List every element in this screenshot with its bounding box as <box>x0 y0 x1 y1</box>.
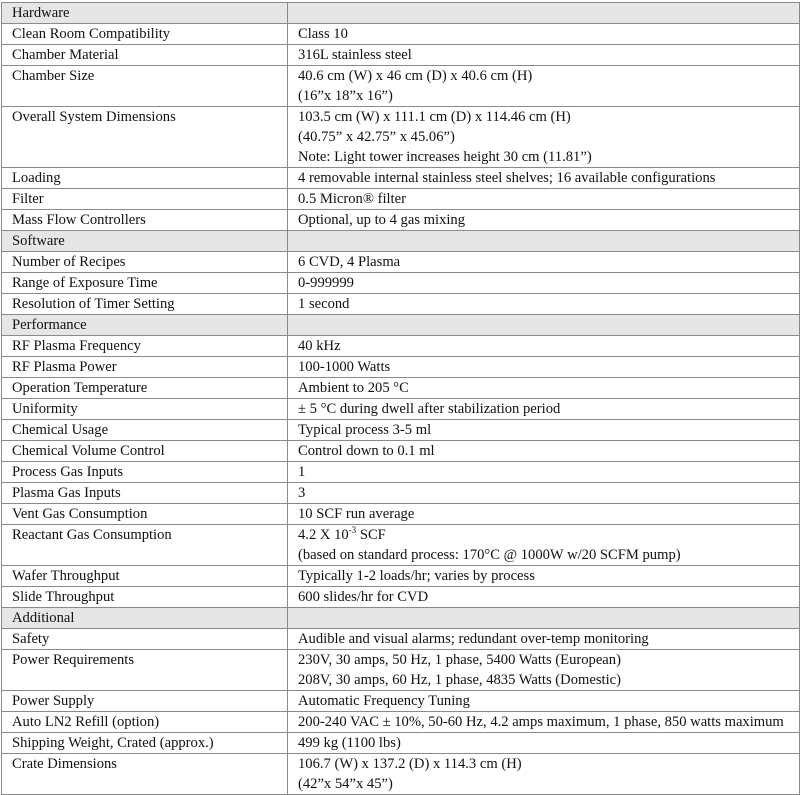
spec-value <box>288 189 800 210</box>
spec-label: Auto LN2 Refill (option) <box>2 712 288 733</box>
spec-value <box>288 24 800 45</box>
spec-value <box>288 462 800 483</box>
spec-label: Reactant Gas Consumption <box>2 525 288 566</box>
spec-value-line: 4 removable internal stainless steel shelves; 16 available configurations <box>298 170 716 186</box>
spec-value <box>288 252 800 273</box>
spec-value-line: 0-999999 <box>298 275 354 291</box>
spec-value <box>288 441 800 462</box>
spec-value-line: ± 5 °C during dwell after stabilization period <box>298 401 561 417</box>
section-title: Additional <box>2 608 288 629</box>
spec-value <box>288 566 800 587</box>
spec-value <box>288 525 800 566</box>
spec-label: Loading <box>2 168 288 189</box>
section-row-additional <box>2 608 800 629</box>
spec-value-line: 103.5 cm (W) x 111.1 cm (D) x 114.46 cm (H) <box>298 109 571 125</box>
spec-value <box>288 336 800 357</box>
section-title: Performance <box>2 315 288 336</box>
spec-row-vent-gas-consumption <box>2 504 800 525</box>
section-title: Hardware <box>2 3 288 24</box>
section-blank-cell <box>288 608 800 629</box>
spec-value-line: 106.7 (W) x 137.2 (D) x 114.3 cm (H) <box>298 756 522 772</box>
spec-value-line: (40.75” x 42.75” x 45.06”) <box>298 129 455 145</box>
section-title: Software <box>2 231 288 252</box>
spec-value <box>288 650 800 691</box>
spec-value-line: 0.5 Micron® filter <box>298 191 406 207</box>
spec-value-line: 499 kg (1100 lbs) <box>298 735 401 751</box>
spec-value <box>288 357 800 378</box>
spec-label: Chamber Material <box>2 45 288 66</box>
spec-label: Process Gas Inputs <box>2 462 288 483</box>
spec-label: Crate Dimensions <box>2 754 288 795</box>
spec-value <box>288 712 800 733</box>
spec-value-line: 1 second <box>298 296 350 312</box>
spec-label: Mass Flow Controllers <box>2 210 288 231</box>
spec-value-line: 1 <box>298 464 306 480</box>
spec-row-operation-temperature <box>2 378 800 399</box>
spec-value-line: Typical process 3-5 ml <box>298 422 432 438</box>
spec-row-crate-dimensions <box>2 754 800 795</box>
spec-row-chemical-volume-control <box>2 441 800 462</box>
spec-label: Plasma Gas Inputs <box>2 483 288 504</box>
spec-value <box>288 168 800 189</box>
spec-value-line: 100-1000 Watts <box>298 359 391 375</box>
spec-value <box>288 587 800 608</box>
spec-value-line: 208V, 30 amps, 60 Hz, 1 phase, 4835 Watts (Domestic) <box>298 672 621 688</box>
spec-row-overall-system-dimensions <box>2 107 800 168</box>
spec-row-power-requirements <box>2 650 800 691</box>
spec-value <box>288 45 800 66</box>
spec-value <box>288 629 800 650</box>
section-blank-cell <box>288 231 800 252</box>
sci-base: 4.2 X 10 <box>298 527 349 543</box>
spec-row-rf-plasma-frequency <box>2 336 800 357</box>
spec-label: Power Supply <box>2 691 288 712</box>
section-row-performance <box>2 315 800 336</box>
spec-row-mass-flow-controllers <box>2 210 800 231</box>
spec-value <box>288 294 800 315</box>
spec-label: RF Plasma Power <box>2 357 288 378</box>
spec-value <box>288 399 800 420</box>
spec-value-line: Note: Light tower increases height 30 cm (11.81”) <box>298 149 592 165</box>
spec-table-body <box>2 3 800 795</box>
spec-label: Slide Throughput <box>2 587 288 608</box>
spec-value-line: Class 10 <box>298 26 348 42</box>
spec-value <box>288 210 800 231</box>
spec-value-line: 200-240 VAC ± 10%, 50-60 Hz, 4.2 amps maximum, 1 phase, 850 watts maximum <box>298 714 784 730</box>
spec-label: Shipping Weight, Crated (approx.) <box>2 733 288 754</box>
spec-row-shipping-weight-crated-approx <box>2 733 800 754</box>
spec-row-auto-ln2-refill-option <box>2 712 800 733</box>
spec-row-filter <box>2 189 800 210</box>
spec-row-uniformity <box>2 399 800 420</box>
spec-label: Resolution of Timer Setting <box>2 294 288 315</box>
spec-value-line: Ambient to 205 °C <box>298 380 409 396</box>
spec-label: Chamber Size <box>2 66 288 107</box>
spec-value-line: (16”x 18”x 16”) <box>298 88 393 104</box>
spec-value-line: (based on standard process: 170°C @ 1000W w/20 SCFM pump) <box>298 547 681 563</box>
spec-value <box>288 754 800 795</box>
spec-label: Number of Recipes <box>2 252 288 273</box>
spec-row-slide-throughput <box>2 587 800 608</box>
sci-unit: SCF <box>356 527 386 543</box>
spec-value-line: 10 SCF run average <box>298 506 415 522</box>
spec-label: Wafer Throughput <box>2 566 288 587</box>
section-blank-cell <box>288 3 800 24</box>
spec-row-wafer-throughput <box>2 566 800 587</box>
spec-value-line: (42”x 54”x 45”) <box>298 776 393 792</box>
spec-row-number-of-recipes <box>2 252 800 273</box>
spec-label: Uniformity <box>2 399 288 420</box>
spec-value <box>288 420 800 441</box>
spec-value-line: 3 <box>298 485 306 501</box>
section-row-software <box>2 231 800 252</box>
spec-row-process-gas-inputs <box>2 462 800 483</box>
spec-row-chemical-usage <box>2 420 800 441</box>
spec-label: Power Requirements <box>2 650 288 691</box>
spec-value-line: Control down to 0.1 ml <box>298 443 435 459</box>
sci-exponent: -3 <box>348 525 357 535</box>
spec-row-plasma-gas-inputs <box>2 483 800 504</box>
spec-value-line: 40.6 cm (W) x 46 cm (D) x 40.6 cm (H) <box>298 68 533 84</box>
spec-row-safety <box>2 629 800 650</box>
spec-label: Chemical Volume Control <box>2 441 288 462</box>
spec-value-line: 6 CVD, 4 Plasma <box>298 254 401 270</box>
spec-value <box>288 504 800 525</box>
spec-row-loading <box>2 168 800 189</box>
section-row-hardware <box>2 3 800 24</box>
spec-row-rf-plasma-power <box>2 357 800 378</box>
spec-label: Safety <box>2 629 288 650</box>
spec-value-line: Optional, up to 4 gas mixing <box>298 212 466 228</box>
spec-value <box>288 483 800 504</box>
spec-value-line: 316L stainless steel <box>298 47 412 63</box>
spec-row-reactant-gas-consumption <box>2 525 800 566</box>
spec-value <box>288 107 800 168</box>
spec-value-line: Typically 1-2 loads/hr; varies by process <box>298 568 535 584</box>
spec-row-resolution-of-timer-setting <box>2 294 800 315</box>
spec-value-line: 40 kHz <box>298 338 341 354</box>
spec-row-clean-room-compatibility <box>2 24 800 45</box>
spec-row-chamber-material <box>2 45 800 66</box>
spec-label: Clean Room Compatibility <box>2 24 288 45</box>
spec-value <box>288 273 800 294</box>
spec-table <box>1 2 800 795</box>
spec-label: RF Plasma Frequency <box>2 336 288 357</box>
spec-row-power-supply <box>2 691 800 712</box>
spec-row-chamber-size <box>2 66 800 107</box>
spec-label: Filter <box>2 189 288 210</box>
spec-value-line <box>298 525 799 545</box>
spec-value <box>288 691 800 712</box>
spec-label: Operation Temperature <box>2 378 288 399</box>
spec-row-range-of-exposure-time <box>2 273 800 294</box>
spec-value <box>288 733 800 754</box>
spec-label: Range of Exposure Time <box>2 273 288 294</box>
spec-value <box>288 66 800 107</box>
spec-label: Chemical Usage <box>2 420 288 441</box>
spec-value-line: 600 slides/hr for CVD <box>298 589 429 605</box>
spec-value-line: Automatic Frequency Tuning <box>298 693 470 709</box>
spec-value <box>288 378 800 399</box>
spec-value-line: 230V, 30 amps, 50 Hz, 1 phase, 5400 Watts (European) <box>298 652 621 668</box>
section-blank-cell <box>288 315 800 336</box>
spec-value-line: Audible and visual alarms; redundant over-temp monitoring <box>298 631 649 647</box>
spec-label: Overall System Dimensions <box>2 107 288 168</box>
spec-label: Vent Gas Consumption <box>2 504 288 525</box>
